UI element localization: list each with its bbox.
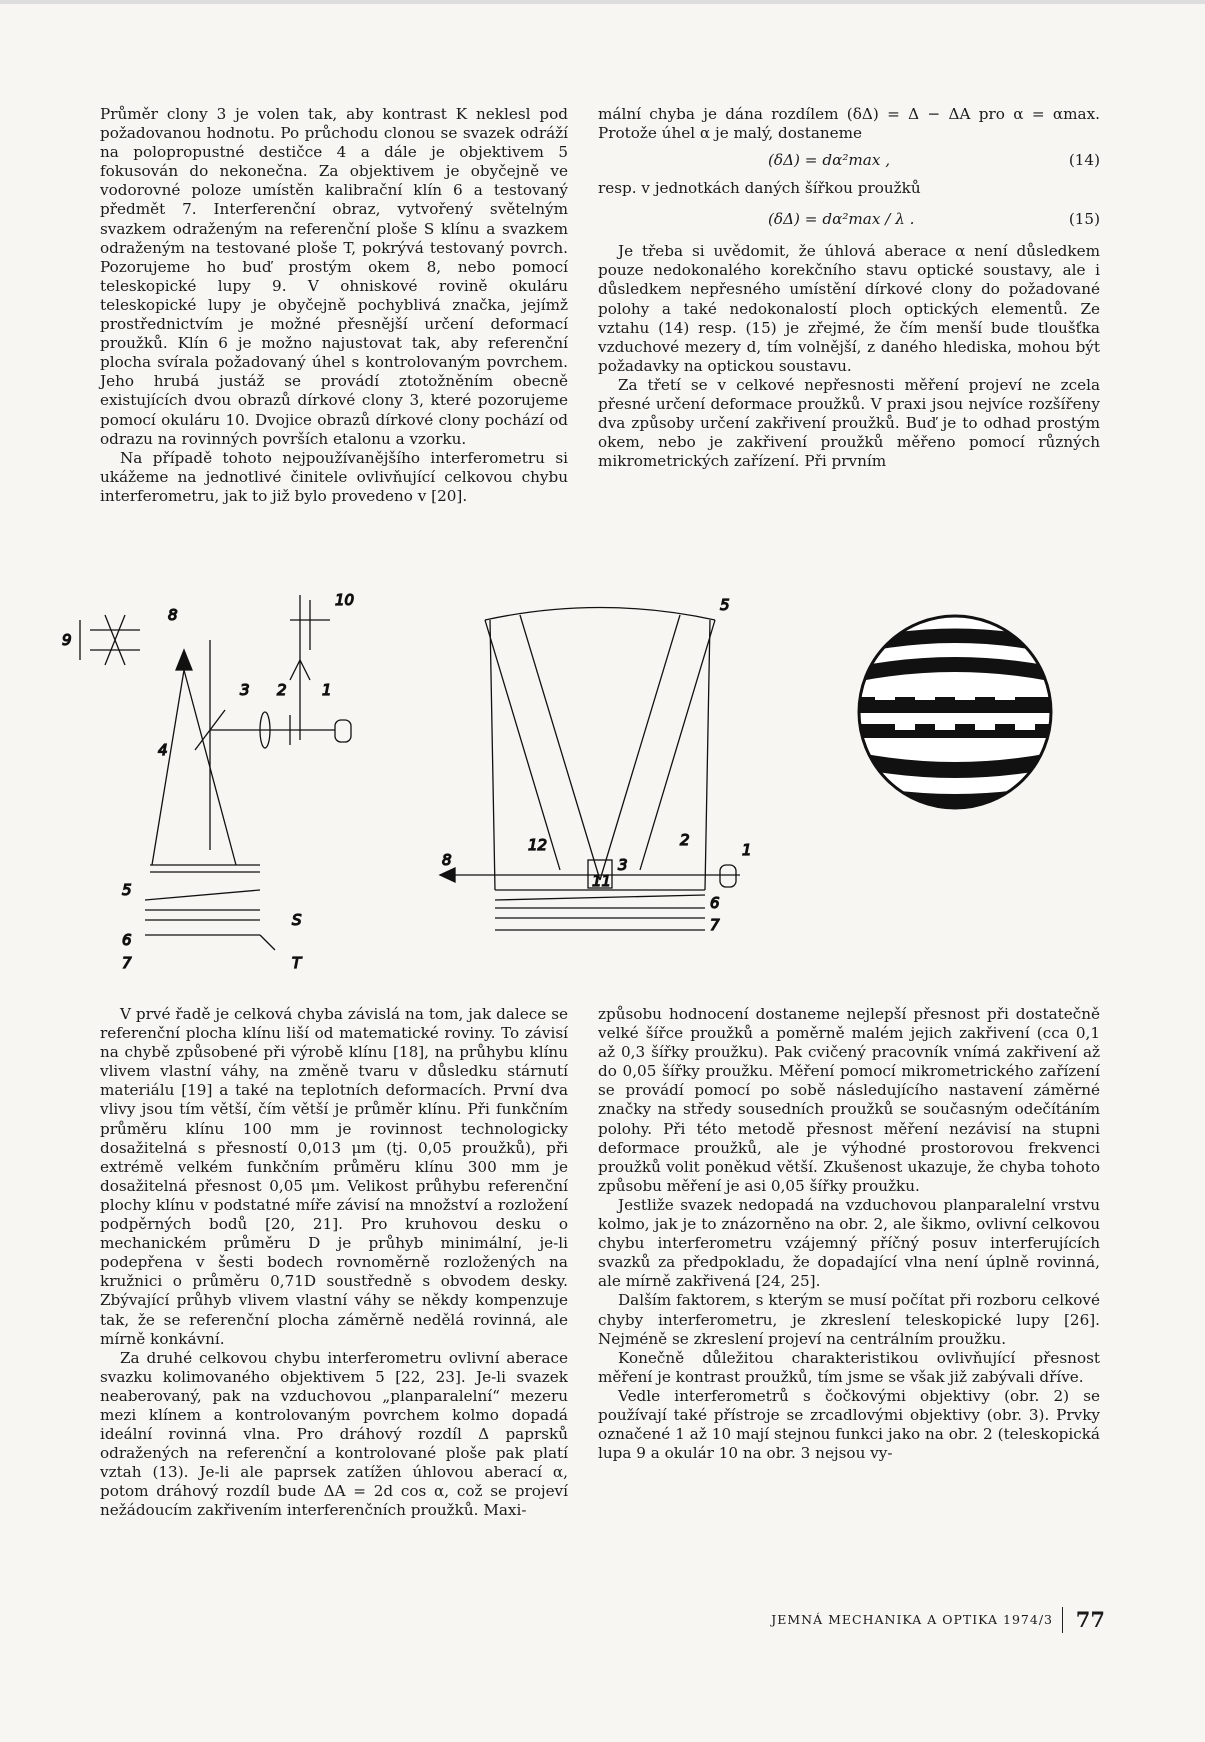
- paragraph: Na případě tohoto nejpoužívanějšího interferometru si ukážeme na jednotlivé činitele ovlivňující celkovou chybu interferometru, jak to již bylo provedeno v [20].: [100, 448, 568, 505]
- figure-mirror-interferometer: [420, 590, 750, 960]
- paragraph: Konečně důležitou charakteristikou ovlivňující přesnost měření je kontrast proužků, tím jsme se však již zabývali dříve.: [598, 1348, 1100, 1386]
- paragraph: mální chyba je dána rozdílem (δΔ) = Δ − ΔA pro α = αmax. Protože úhel α je malý, dostaneme: [598, 105, 1100, 143]
- figure-label: T: [292, 954, 302, 972]
- figure-label: 6: [122, 931, 132, 949]
- equation-expression: (δΔ) = dα²max ,: [768, 151, 891, 170]
- figure-label: 5: [122, 881, 132, 899]
- figure-lens-interferometer: [60, 590, 390, 990]
- paragraph: Za třetí se v celkové nepřesnosti měření projeví ne zcela přesné určení deformace proužků. V praxi jsou nejvíce rozšířeny dva způsoby určení zakřivení proužků. Buď je to odhad prostým okem, nebo je zakřivení proužků měřeno pomocí různých mikrometrických zařízení. Při prvním: [598, 375, 1100, 471]
- equation-number: (14): [1068, 151, 1100, 170]
- equation-number: (15): [1068, 210, 1100, 229]
- footer-separator: [1062, 1607, 1063, 1633]
- page-footer: [735, 1607, 1105, 1633]
- figure-label: 10: [335, 591, 355, 609]
- figure-label: 3: [618, 856, 628, 874]
- equation-expression: (δΔ) = dα²max / λ .: [768, 210, 915, 229]
- figure-fringe-pattern: [855, 612, 1055, 812]
- figure-label: 8: [442, 851, 452, 869]
- figure-label: 9: [62, 631, 72, 649]
- figure-label: 1: [322, 681, 332, 699]
- figure-label: 5: [720, 596, 730, 614]
- text-column-top-right: [598, 105, 1100, 471]
- text-column-top-left: [100, 105, 568, 506]
- paragraph: resp. v jednotkách daných šířkou proužků: [598, 179, 921, 198]
- figure-label: 6: [710, 894, 720, 912]
- paragraph: V prvé řadě je celková chyba závislá na tom, jak dalece se referenční plocha klínu liší od matematické roviny. To závisí na chybě způsobené při výrobě klínu [18], na průhybu klínu vlivem vlastní váhy, na změně tvaru v důsledku stárnutí materiálu [19] a také na teplotních deformacích. První dva vlivy jsou tím větší, čím větší je průměr klínu. Při funkčním průměru klínu 100 mm je rovinnost technologicky dosažitelná s přesností 0,013 μm (tj. 0,05 proužků), při extrémě velkém funkčním průměru klínu 300 mm je dosažitelná přesnost 0,05 μm. Velikost průhybu referenční plochy klínu v podstatné míře závisí na množství a rozložení podpěrných bodů [20, 21]. Pro kruhovou desku o mechanickém průměru D je průhyb minimální, je-li podepřena v šesti bodech rovnoměrně rozložených na kružnici o průměru 0,71D soustředně s obvodem desky. Zbývající průhyb vlivem vlastní váhy se někdy kompenzuje tak, že se referenční plocha záměrně nedělá rovinná, ale mírně konkávní.: [100, 1005, 568, 1348]
- paragraph: Za druhé celkovou chybu interferometru ovlivní aberace svazku kolimovaného objektivem 5 [22, 23]. Je-li svazek neaberovaný, pak na vzduchovou „planparalelní“ mezeru mezi klínem a kontrolovaným povrchem kolmo dopadá ideální rovinná vlna. Pro dráhový rozdíl Δ paprsků odražených na referenční a kontrolované ploše pak platí vztah (13). Je-li ale paprsek zatížen úhlovou aberací α, potom dráhový rozdíl bude ΔA = 2d cos α, což se projeví nežádoucím zakřivením interferenčních proužků. Maxi-: [100, 1348, 568, 1520]
- page-top-rule: [0, 0, 1205, 4]
- figure-label: 12: [528, 836, 548, 854]
- figure-label: 8: [168, 606, 178, 624]
- paragraph: Je třeba si uvědomit, že úhlová aberace α není důsledkem pouze nedokonalého korekčního stavu optické soustavy, ale i důsledkem nepřesného umístění dírkové clony do požadované polohy a také nedokonalostí ploch optických elementů. Ze vztahu (14) resp. (15) je zřejmé, že čím menší bude tloušťka vzduchové mezery d, tím volnější, z daného hlediska, mohou být požadavky na optickou soustavu.: [598, 242, 1100, 375]
- figure-label: 1: [742, 841, 752, 859]
- figure-label: 7: [122, 954, 132, 972]
- journal-name: JEMNÁ MECHANIKA A OPTIKA 1974/3: [771, 1612, 1053, 1627]
- paragraph: Průměr clony 3 je volen tak, aby kontrast K neklesl pod požadovanou hodnotu. Po průchodu clonou se svazek odráží na polopropustné destičce 4 a dále je objektivem 5 fokusován do nekonečna. Za objektivem je obyčejně ve vodorovné poloze umístěn kalibrační klín 6 a testovaný předmět 7. Interferenční obraz, vytvořený světelným svazkem odraženým na referenční ploše S klínu a svazkem odraženým na testované ploše T, pokrývá testovaný povrch. Pozorujeme ho buď prostým okem 8, nebo pomocí teleskopické lupy 9. V ohniskové rovině okuláru teleskopické lupy je obyčejně pochyblivá značka, jejímž prostřednictvím je možné přesnější určení deformací proužků. Klín 6 je možno najustovat tak, aby referenční plocha svírala požadovaný úhel s kontrolovaným povrchem. Jeho hrubá justáž se provádí ztotožněním obecně existujících dvou obrazů dírkové clony 3, které pozorujeme pomocí okuláru 10. Dvojice obrazů dírkové clony pochází od odrazu na rovinných površích etalonu a vzorku.: [100, 105, 568, 448]
- figure-label: 4: [158, 741, 168, 759]
- page-number: 77: [1075, 1607, 1105, 1632]
- figure-label: 2: [680, 831, 690, 849]
- paragraph: způsobu hodnocení dostaneme nejlepší přesnost při dostatečně velké šířce proužků a poměrně malém jejich zakřivení (cca 0,1 až 0,3 šířky proužku). Pak cvičený pracovník vnímá zakřivení až do 0,05 šířky proužku. Měření pomocí mikrometrického zařízení se provádí pomocí po sobě následujícího nastavení záměrné značky na středy sousedních proužků se současným odečítáním polohy. Při této metodě přesnost měření nezávisí na stupni deformace proužků, ale je výhodné prostorovou frekvenci proužků volit poněkud větší. Zkušenost ukazuje, že chyba tohoto způsobu měření je asi 0,05 šířky proužku.: [598, 1005, 1100, 1195]
- figure-label: 11: [592, 872, 612, 890]
- paragraph: Jestliže svazek nedopadá na vzduchovou planparalelní vrstvu kolmo, jak je to znázorněno na obr. 2, ale šikmo, ovlivní celkovou chybu interferometru vzájemný příčný posuv interferujících svazků za předpokladu, že dopadající vlna není úplně rovinná, ale mírně zakřivená [24, 25].: [598, 1195, 1100, 1291]
- equation-15: [598, 198, 1100, 242]
- text-column-bottom-left: [100, 1005, 568, 1521]
- figure-label: 3: [240, 681, 250, 699]
- figure-label: 7: [710, 916, 720, 934]
- text-column-bottom-right: [598, 1005, 1100, 1463]
- figure-label: S: [292, 911, 302, 929]
- figure-label: 2: [277, 681, 287, 699]
- paragraph: Dalším faktorem, s kterým se musí počítat při rozboru celkové chyby interferometru, je zkreslení teleskopické lupy [26]. Nejméně se zkreslení projeví na centrálním proužku.: [598, 1291, 1100, 1348]
- paragraph: Vedle interferometrů s čočkovými objektivy (obr. 2) se používají také přístroje se zrcadlovými objektivy (obr. 3). Prvky označené 1 až 10 mají stejnou funkci jako na obr. 2 (teleskopická lupa 9 a okulár 10 na obr. 3 nejsou vy-: [598, 1386, 1100, 1463]
- equation-14: [598, 143, 1100, 179]
